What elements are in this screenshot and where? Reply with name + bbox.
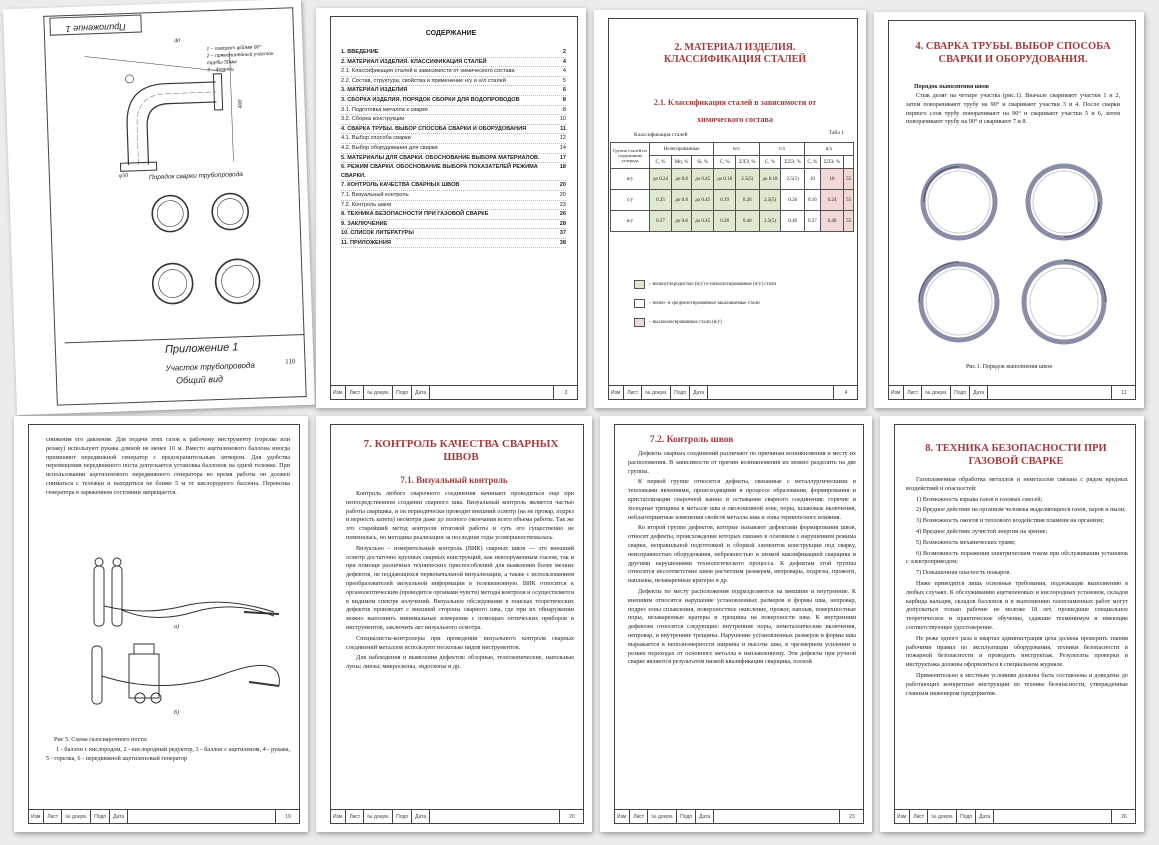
toc-entry-page: 6: [562, 87, 566, 94]
paragraph: 1) Возможность взрыва газов и газовых смесей;: [916, 495, 1043, 503]
page-stamp: Изм Лист № докум. Подп Дата 20: [330, 809, 584, 824]
paragraph: К первой группе относятся дефекты, связанные с металлургическими и тепловыми явлениями, происходящими в процессе образования, формирования и кристаллизации сварочной ванны и остывания сварного соединения: горячие и холодные трещины в металле шва и околошовной зоне, поры, шлаковые включения, неблагоприятные изменения свойств металла шва и зоны термического влияния.: [628, 478, 856, 521]
toc-entry-title: 3. МАТЕРИАЛ ИЗДЕЛИЯ: [341, 87, 408, 94]
toc-entry-title: 7.1. Визуальный контроль: [341, 191, 409, 198]
table-cell: до 0.18: [759, 169, 781, 190]
table-cell: 0.16: [804, 190, 820, 211]
table-cell: до 0.45: [692, 211, 714, 232]
table-number: Табл 1: [828, 130, 844, 136]
toc-entry-page: 20: [559, 191, 566, 198]
th-mid: с/л: [759, 143, 804, 156]
toc-entry-title: 7. КОНТРОЛЬ КАЧЕСТВА СВАРНЫХ ШВОВ: [341, 182, 460, 189]
dim-400: 400: [237, 99, 245, 109]
table-cell: 2.5(5): [736, 169, 759, 190]
paragraph: Применительно к местным условиям должны быть составлены и доведены до работающих конкретные инструкции по технике безопасности, утвержденные главным инженером предприятия.: [906, 671, 1128, 697]
table-cell: 0.26: [736, 190, 759, 211]
toc-entry-title: 8. ТЕХНИКА БЕЗОПАСНОСТИ ПРИ ГАЗОВОЙ СВАРКЕ: [341, 211, 489, 218]
toc-entry-page: 8: [562, 106, 566, 113]
table-cell: 55: [844, 190, 854, 211]
table-cell: до 0.8: [671, 169, 691, 190]
legend-item-1: [634, 280, 776, 289]
table-cell: 0.40: [820, 211, 843, 232]
page-number: 23: [839, 810, 864, 824]
th-nonalloy: Нелегированные: [650, 143, 714, 156]
paragraph: 3) Возможность ожогов и теплового воздействия пламени на организм;: [916, 517, 1104, 525]
sheet-gas-post: [14, 416, 308, 832]
table-cell: 2.5(5): [759, 211, 781, 232]
toc-entry-page: 37: [559, 230, 566, 237]
table-cell: 55: [844, 211, 854, 232]
table-cell: 0.37: [650, 211, 672, 232]
legend-item-2: [634, 299, 776, 308]
title-block: [65, 334, 307, 405]
post-text: снижения его давления. Для подачи этих газов к рабочему инструменту (горелке или резаку) используют рукава длиной не менее 10 м. Вместо ацетиленового баллона иногда применяют передвижной генератор с предохранительным затвором. Для удобства перемещения передвижного поста допускается установка баллонов на одной тележке. При использовании ацетиленового передвижного генератора во время работы он должен сниматься с тележки и находиться не ближе 5 м от кислородного баллона. Перевозка генератора в заряженном состоянии запрещается.: [46, 436, 290, 496]
toc-entry-title: 4.1. Выбор способа сварки: [341, 135, 411, 142]
section-heading: 8. ТЕХНИКА БЕЗОПАСНОСТИ ПРИ ГАЗОВОЙ СВАРКЕ: [925, 443, 1107, 467]
table-cell: с/у: [611, 190, 650, 211]
dim-phi50: φ50: [118, 173, 129, 180]
paragraph: 5) Возможность механических травм;: [916, 538, 1016, 546]
toc-entry: [341, 154, 566, 164]
contents-heading: СОДЕРЖАНИЕ: [425, 30, 477, 37]
table-cell: до 0.24: [650, 169, 672, 190]
vertical-title: Приложение 1: [49, 15, 142, 36]
legend-label-1: – низкоуглеродистые (н/у) и низколегированные (н/у) стали: [649, 282, 777, 287]
th-low: н/л: [714, 143, 759, 156]
legend-swatch-white: [634, 299, 645, 308]
page-number: 11: [1111, 386, 1136, 400]
toc-entry-page: 14: [559, 144, 566, 151]
drawing-notes: [206, 43, 287, 74]
table-cell: 0.27: [804, 211, 820, 232]
toc-entry-page: 10: [559, 116, 566, 123]
label-b: б): [174, 710, 180, 716]
table-row: [611, 169, 854, 190]
toc-entry-title: 7.2. Контроль швов: [341, 201, 392, 208]
toc-entry-title: 3. СБОРКА ИЗДЕЛИЯ. ПОРЯДОК СБОРКИ ДЛЯ ВОДОПРОВОДОВ: [341, 96, 520, 103]
classification-table: Группа сталей по содержанию углерода Нелегированные н/л с/л в/л C, % Mn, % Si, % C, % ΣЛЭ, % C, % ΣЛЭ, % C, % ΣЛЭ, % н/у до 0.24 до 0.8 до 0.45 до 0.18 2.5(5) до 0.18 2.5(5) 10 10 55 с/у 0.25 до 0.8 до 0.45 0.19 0.26 2.5(5) 0.26 0.16 0.24 55 в/у 0.37 до 0.8 до 0.45 0.28 0.40 2.5(5) 0.40 0.27 0.40 55: [610, 142, 854, 232]
table-cell: н/у: [611, 169, 650, 190]
sheet-welding-order: [874, 12, 1144, 408]
table-cell: до 0.45: [692, 169, 714, 190]
toc-entry-title: 2. МАТЕРИАЛ ИЗДЕЛИЯ. КЛАССИФИКАЦИЯ СТАЛЕЙ: [341, 58, 487, 65]
table-cell: 10: [820, 169, 843, 190]
th-group: Группа сталей по содержанию углерода: [611, 143, 650, 169]
toc-entry: [341, 67, 566, 77]
toc-entry-page: 8: [562, 96, 566, 103]
toc-entry: [341, 48, 566, 58]
toc-entry-title: 2.1. Классификация сталей в зависимости от химического состава: [341, 68, 515, 75]
paragraph: 2) Вредное действие на организм человека выделяющихся газов, паров и пыли;: [916, 506, 1126, 514]
paragraph: Визуально – измерительный контроль (ВИК) сварных швов — это внешний осмотр достаточно крупных сварных конструкций, как невооруженным глазом, так и при помощи различных технических приспособлений для выявления более мелких дефектов, не поддающихся первоначальной визуализации, а также с использованием преобразователей визуальной информации в телевизионную. ВИК относится к органолептическим (проводится органами чувств) методы контроля и осуществляется в видимом спектре излучений. Визуальное обследование в поисках теоретических дефектов производят с внешней стороны сварного шва, где при их обнаружении можно выполнить минимальные измерения с помощью оптических приборов и инструментов, заключить акт визуального осмотра.: [346, 544, 574, 631]
toc-entry-page: 28: [559, 220, 566, 227]
subsection-heading: 7.2. Контроль швов: [650, 435, 734, 445]
table-cell: до 0.8: [671, 211, 691, 232]
subsection-heading: 7.1. Визуальный контроль: [400, 475, 508, 485]
toc-entry-title: 10. СПИСОК ЛИТЕРАТУРЫ: [341, 230, 414, 237]
paragraph: Для наблюдения и выявления дефектов: обзорные, телескопические, напольные лупы; линзы; микроскопы, эндоскопы и др.: [346, 654, 574, 671]
paragraph: 4) Вредное действие лучистой энергии на зрение;: [916, 527, 1048, 535]
toc-entry: [341, 163, 566, 181]
section-heading: 4. СВАРКА ТРУБЫ. ВЫБОР СПОСОБА СВАРКИ И ОБОРУДОВАНИЯ.: [915, 41, 1111, 65]
table-cell: 0.25: [650, 190, 672, 211]
seam-text: [628, 450, 856, 669]
toc-entry-page: 23: [559, 201, 566, 208]
page-number: 4: [833, 386, 858, 400]
toc-entry: [341, 210, 566, 220]
table-cell: до 0.45: [692, 190, 714, 211]
note-1: 1 – поворот φ50мм 90°: [206, 44, 262, 53]
table-cell: 0.28: [714, 211, 736, 232]
order-text: Стык делят на четыре участка (рис.1). Вначале сваривают участки 1 и 2, затем поворачивают трубу на 90° и сваривают участки 3 и 4. После сварки первого слоя трубу поворачивают на 90° и сваривают участки 5 и 6, затем поворачивают трубу на 90° и сваривают 7 и 8.: [906, 92, 1120, 126]
toc-entry: [341, 191, 566, 201]
gas-post-scheme: [74, 546, 284, 716]
toc-entry-page: 20: [559, 182, 566, 189]
legend-swatch-pink: [634, 318, 645, 327]
toc-entry: [341, 125, 566, 135]
page-stamp: Изм Лист № докум. Подп Дата 2: [330, 385, 578, 400]
table-cell: до 0.18: [714, 169, 736, 190]
paragraph: Не реже одного раза в квартал администрация цеха должна проверить знания рабочими правил по эксплуатации оборудования, техники безопасности и пожарной безопасности и проводить инструктаж. Результаты проверки и инструктажа должны оформляться в специальном журнале.: [906, 634, 1128, 669]
toc-entry: [341, 96, 566, 106]
toc-entry-title: 5. МАТЕРИАЛЫ ДЛЯ СВАРКИ. ОБОСНОВАНИЕ ВЫБОРА МАТЕРИАЛОВ.: [341, 154, 540, 161]
stamp-subtitle-2: Общий вид: [175, 373, 224, 386]
paragraph: Ниже приводятся лишь основные требования, подлежащие выполнению в любых случаях. К обслуживанию ацетиленовых и кислородных установок, складов карбида кальция, складов баллонов и к выполнению газопламенных работ могут допускаться только рабочие не моложе 18 лет, прошедшие специальное теоретическое и практическое обучение, сдавшие техминимум и имеющие соответствующее удостоверение.: [906, 579, 1128, 631]
toc-entry-page: 18: [559, 164, 566, 171]
toc-entry-page: 11: [560, 125, 566, 132]
note-3: 3 – фланец: [207, 66, 234, 74]
figure-legend: 1 - баллон с кислородом, 2 - кислородный редуктор, 3 - баллон с ацетиленом, 4 - рукава, 5 - горелка, 6 - передвижной ацетиленовый генератор: [46, 746, 290, 762]
th-high: в/л: [804, 143, 853, 156]
legend-swatch-green: [634, 280, 645, 289]
toc-entry: [341, 106, 566, 116]
sheet-contents: [316, 8, 586, 408]
note-2: 2 – прямолинейный участок трубы 50мм: [206, 50, 274, 67]
dim-40: 40: [174, 38, 181, 45]
table-caption: Классификация сталей: [634, 132, 688, 138]
toc-entry-page: 5: [562, 77, 566, 84]
toc-entry-title: 4.2. Выбор оборудования для сварки: [341, 144, 438, 151]
subheading: Порядок выполнения швов: [914, 84, 990, 90]
sheet-quality-control: [316, 416, 592, 832]
toc-entry-page: 4: [562, 58, 566, 65]
figure-caption: Рис.1. Порядок выполнения швов: [965, 364, 1053, 370]
toc-entry-page: 12: [559, 135, 566, 142]
sequence-label: Порядок сварки трубопровода: [148, 171, 243, 182]
paragraph: Специалисты-контролеры при проведении визуального контроля сварных соединений металлов используют несколько видов инструментов.: [346, 634, 574, 651]
sheet-appendix-drawing: [3, 0, 315, 415]
toc-entry-page: 2: [562, 49, 566, 55]
section-heading: 7. КОНТРОЛЬ КАЧЕСТВА СВАРНЫХ ШВОВ: [363, 438, 559, 463]
toc-entry: [341, 229, 566, 239]
paragraph: Дефекты сварных соединений различают по причинам возникновения и месту их расположения. В зависимости от причин возникновения их можно разделить на две группы.: [628, 450, 856, 475]
toc-entry: [341, 134, 566, 144]
page-number: 20: [559, 810, 584, 824]
toc-entry-page: 26: [559, 211, 566, 218]
qc-text: [346, 490, 574, 674]
table-cell: до 0.8: [671, 190, 691, 211]
page-number: 26: [1111, 810, 1136, 824]
toc-entry-page: 4: [562, 68, 566, 75]
toc-entry-title: 3.1. Подготовка металла к сварке: [341, 106, 429, 113]
page-number: 19: [275, 810, 300, 824]
page-stamp: Изм Лист № докум. Подп Дата 23: [614, 809, 864, 824]
page-stamp: Изм Лист № докум. Подп Дата 4: [608, 385, 858, 400]
paragraph: Дефекты по месту расположения подразделяются на внешние и внутренние. К внешним относятся нарушение установленных размеров и формы шва, непровар, подрез зоны сплавления, поверхностное окисление, прожог, наплыв, поверхностные поры, незаваренные кратеры и трещины на поверхности шва. К внутренним дефектам относятся следующие: внутренние поры, неметаллические включения, непровар, и внутренние трещины. Нарушение установленных размеров и формы шва выражается в неполномерности ширины и высоты шва, в чрезмерном усилении и резких переходах от основного металла к наплавленному. Эти дефекты при ручной сварке являются результатом низкой квалификации сварщика, плохой: [628, 587, 856, 666]
toc-entry-title: 2.2. Состав, структура, свойства и применение н/у и н/л сталей: [341, 77, 506, 84]
table-cell: 55: [844, 169, 854, 190]
toc-entry-title: 4. СВАРКА ТРУБЫ. ВЫБОР СПОСОБА СВАРКИ И ОБОРУДОВАНИЯ: [341, 125, 527, 132]
table-cell: 10: [804, 169, 820, 190]
table-row: [611, 211, 854, 232]
toc-entry: [341, 58, 566, 68]
toc-entry: [341, 201, 566, 211]
toc-entry: [341, 181, 566, 191]
sheet-safety: [880, 416, 1144, 832]
table-cell: 0.26: [781, 190, 804, 211]
toc-entry-page: 17: [559, 154, 566, 161]
label-a: а): [174, 624, 179, 630]
stamp-title: Приложение 1: [164, 341, 239, 356]
page-number: 2: [553, 386, 578, 400]
table-cell: 0.40: [736, 211, 759, 232]
paragraph: Контроль любого сварочного соединения начинают проводиться еще при непосредственном создании сварного шва. Визуальный контроль является частью работы сварщика, и он периодически проводит внешний осмотр (на не провар, подрез и верность катета) несмотря даже до полного окончания всего объема работы. Так же это старейший метод контроля итоговой работы и суть его существенно не поменялась, но методика реализации за последние годы усовершенствовалась.: [346, 490, 574, 541]
toc-entry-title: 11. ПРИЛОЖЕНИЯ: [341, 239, 391, 246]
toc-entry: [341, 77, 566, 87]
toc-entry-title: 3.2. Сборка конструкции: [341, 116, 405, 123]
figure-caption: Рис 5. Схема газосварочного поста:: [54, 736, 148, 743]
paragraph: Газопламенная обработка металлов и неметаллов связана с рядом вредных воздействий и опасностей:: [906, 476, 1128, 492]
table-cell: 0.24: [820, 190, 843, 211]
stamp-number: 110: [285, 357, 296, 366]
legend: [634, 280, 776, 327]
paragraph: Ко второй группе дефектов, которые называют дефектами формирования швов, относят дефекты, происхождение которых связано в основном с нарушением режима сварки, неправильной подготовкой и сборкой элементов конструкции под сварку, неисправностью оборудования, небрежностью и низкой квалификацией сварщика и другими нарушениями технологического процесса. К дефектам этой группы относятся несоответствие швов расчетным размерам, непровары, подрезы, прожоги, наплывы, незаваренные кратеры и др.: [628, 524, 856, 585]
toc-entry: [341, 239, 566, 249]
toc-entry: [341, 115, 566, 125]
legend-label-2: – низко- и среднелегированные закаливаемые стали: [649, 301, 760, 306]
page-stamp: Изм Лист № докум. Подп Дата 26: [894, 809, 1136, 824]
paragraph: 7) Повышенная опасность пожаров.: [916, 569, 1011, 577]
sheet-materials: [594, 10, 866, 408]
paragraph: 6) Возможность поражения электрическим током при обслуживании установок с электроприводом;: [906, 549, 1128, 566]
subsection-heading: 2.1. Классификация сталей в зависимости от химического состава: [653, 98, 817, 124]
toc-entry-page: 38: [559, 239, 566, 246]
table-cell: 0.40: [781, 211, 804, 232]
safety-text: [906, 476, 1128, 700]
table-cell: в/у: [611, 211, 650, 232]
legend-item-3: [634, 318, 776, 327]
toc-entry: [341, 220, 566, 230]
stamp-subtitle: Участок трубопровода: [165, 360, 255, 373]
page-stamp: Изм Лист № докум. Подп Дата 11: [888, 385, 1136, 400]
toc-entry: [341, 86, 566, 96]
sheet-seam-control: [600, 416, 872, 832]
table-row: [611, 190, 854, 211]
toc-list: [341, 48, 566, 248]
section-heading: 2. МАТЕРИАЛ ИЗДЕЛИЯ. КЛАССИФИКАЦИЯ СТАЛЕЙ: [663, 42, 807, 65]
toc-entry-title: 1. ВВЕДЕНИЕ: [341, 49, 379, 55]
toc-entry: [341, 144, 566, 154]
toc-entry-title: 9. ЗАКЛЮЧЕНИЕ: [341, 220, 388, 227]
table-cell: 2.5(5): [759, 190, 781, 211]
weld-order-rings: [904, 152, 1124, 362]
table-cell: 2.5(5): [781, 169, 804, 190]
page-stamp: Изм Лист № докум. Подп Дата 19: [28, 809, 300, 824]
toc-entry-title: 6. РЕЖИМ СВАРКИ. ОБОСНОВАНИЕ ВЫБОРА ПОКАЗАТЕЛЕЙ РЕЖИМА СВАРКИ.: [341, 164, 538, 179]
sequence-circles: [139, 180, 284, 325]
legend-label-3: – высоколегированные стали (в/у): [649, 320, 722, 325]
table-cell: 0.19: [714, 190, 736, 211]
